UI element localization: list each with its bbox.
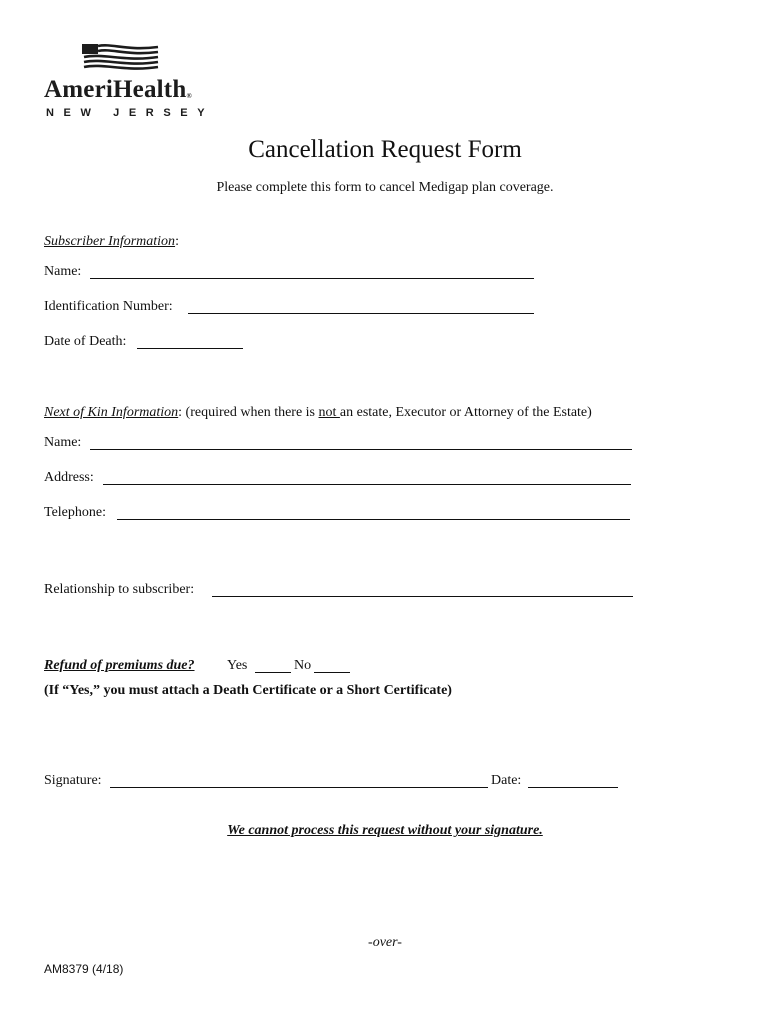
amerihealth-flag-logo	[82, 44, 162, 80]
relationship-field[interactable]	[212, 596, 633, 597]
over-note: -over-	[368, 935, 402, 950]
kin-address-field[interactable]	[103, 484, 631, 485]
kin-name-label: Name:	[44, 435, 82, 450]
logo-wordmark: AmeriHealth®	[44, 76, 192, 103]
form-title: Cancellation Request Form	[248, 136, 522, 163]
refund-no-label: No	[294, 658, 312, 673]
kin-telephone-label: Telephone:	[44, 505, 106, 520]
kin-address-label: Address:	[44, 470, 94, 485]
relationship-label: Relationship to subscriber:	[44, 582, 195, 597]
subscriber-name-field[interactable]	[90, 278, 534, 279]
signature-warning: We cannot process this request without your signature.	[227, 823, 543, 838]
refund-no-field[interactable]	[314, 672, 350, 673]
kin-name-field[interactable]	[90, 449, 632, 450]
next-of-kin-heading: Next of Kin Information: (required when there is not an estate, Executor or Attorney of the Estate)	[44, 405, 592, 420]
date-of-death-field[interactable]	[137, 348, 243, 349]
identification-number-field[interactable]	[188, 313, 534, 314]
kin-telephone-field[interactable]	[117, 519, 630, 520]
refund-note: (If “Yes,” you must attach a Death Certificate or a Short Certificate)	[44, 683, 452, 698]
refund-yes-field[interactable]	[255, 672, 291, 673]
logo-subtitle: NEW JERSEY	[46, 107, 215, 119]
signature-date-field[interactable]	[528, 787, 618, 788]
refund-question: Refund of premiums due?	[44, 658, 195, 673]
refund-yes-label: Yes	[227, 658, 248, 673]
signature-date-label: Date:	[491, 773, 522, 788]
form-code: AM8379 (4/18)	[44, 962, 124, 976]
signature-field[interactable]	[110, 787, 488, 788]
form-subtitle: Please complete this form to cancel Medigap plan coverage.	[216, 180, 554, 195]
subscriber-name-label: Name:	[44, 264, 82, 279]
date-of-death-label: Date of Death:	[44, 334, 127, 349]
identification-number-label: Identification Number:	[44, 299, 173, 314]
subscriber-heading: Subscriber Information:	[44, 234, 179, 249]
signature-label: Signature:	[44, 773, 102, 788]
